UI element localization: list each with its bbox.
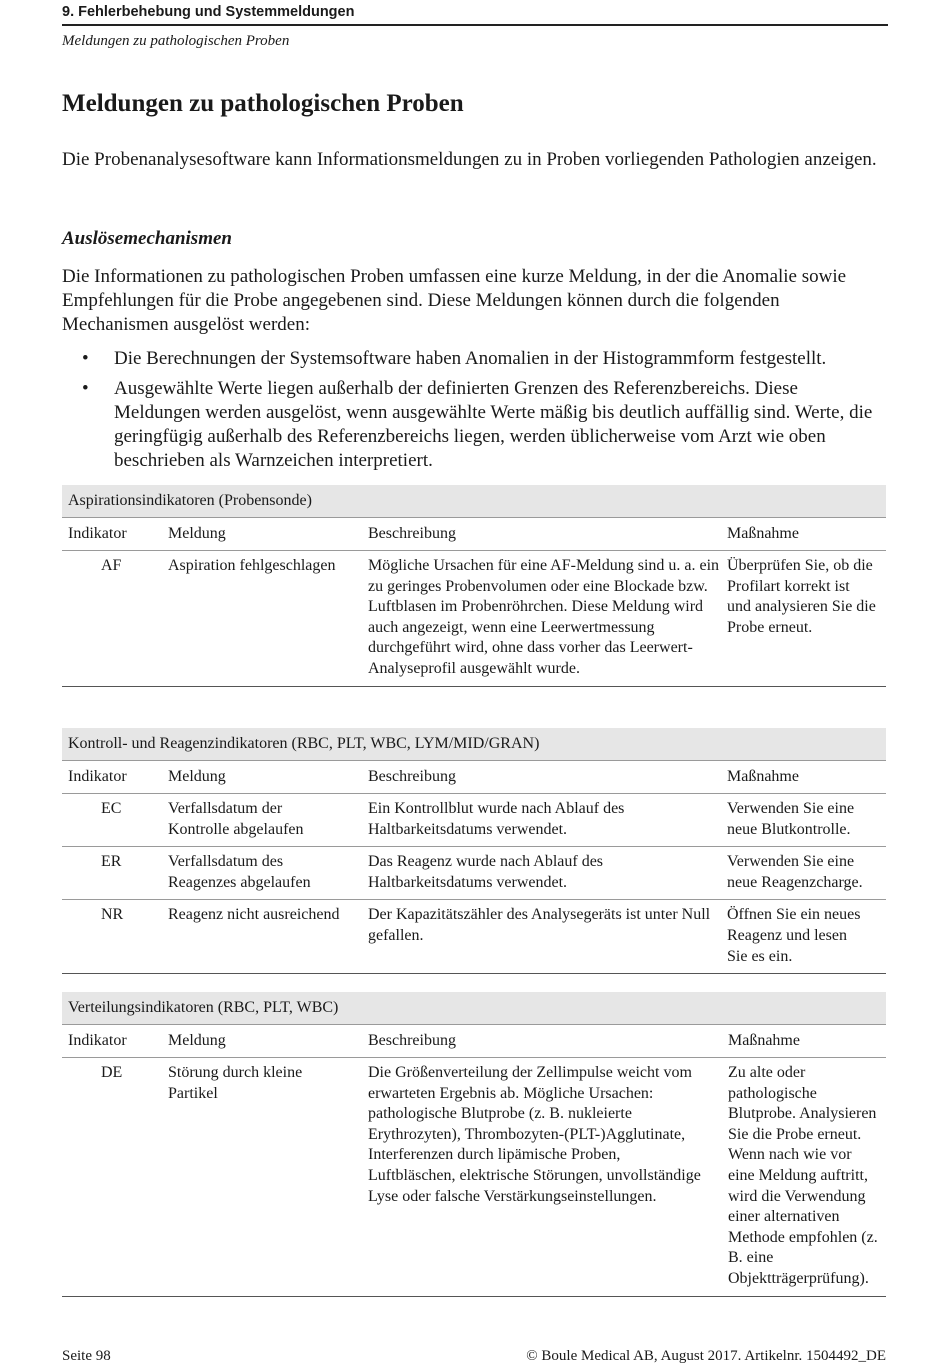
bullet-item [62, 347, 888, 371]
table-row [62, 794, 886, 847]
action-cell: Verwenden Sie eine neue Blutkontrolle. [727, 800, 855, 838]
col-header-action: Maßnahme [727, 768, 799, 785]
table-row [62, 551, 886, 687]
table-header-row [62, 1025, 886, 1058]
bullet-icon: • [82, 378, 89, 399]
body-paragraph: Die Informationen zu pathologischen Proben umfassen eine kurze Meldung, in der die Anomalie sowie Empfehlungen für die Probe angegebenen sind. Diese Meldungen können durch die folgenden Mechanismen ausgelöst werden: [62, 266, 847, 335]
message-cell: Verfallsdatum des Reagenzes abgelaufen [168, 853, 311, 891]
distribution-indicators-table [62, 992, 886, 1297]
table-caption: Verteilungsindikatoren (RBC, PLT, WBC) [62, 992, 886, 1025]
table-caption: Kontroll- und Reagenzindikatoren (RBC, PLT, WBC, LYM/MID/GRAN) [62, 728, 886, 761]
bullet-item [62, 377, 888, 473]
col-header-indicator: Indikator [68, 1032, 127, 1049]
table-caption: Aspirationsindikatoren (Probensonde) [62, 485, 886, 518]
bullet-icon: • [82, 348, 89, 369]
bullet-list [62, 347, 888, 479]
indicator-cell: EC [101, 800, 122, 817]
table-header-row [62, 761, 886, 794]
message-cell: Reagenz nicht ausreichend [168, 906, 340, 924]
message-cell: Aspiration fehlgeschlagen [168, 557, 336, 574]
subheading: Auslösemechanismen [62, 228, 232, 249]
bullet-text: Ausgewählte Werte liegen außerhalb der definierten Grenzen des Referenzbereichs. Diese Meldungen werden ausgelöst, wenn ausgewählte Werte mäßig bis deutlich auffällig sind. Werte, die geringfügig außerhalb des Referenzbereichs liegen, werden üblicherweise vom Arzt wie oben beschrieben als Warnzeichen interpretiert. [114, 378, 873, 471]
message-cell: Störung durch kleine Partikel [168, 1064, 303, 1102]
table-row [62, 1058, 886, 1297]
section-header: Meldungen zu pathologischen Proben [62, 33, 290, 49]
col-header-message: Meldung [168, 768, 226, 785]
bullet-text: Die Berechnungen der Systemsoftware haben Anomalien in der Histogrammform festgestellt. [114, 348, 827, 369]
description-cell: Das Reagenz wurde nach Ablauf des Haltbarkeitsdatums verwendet. [368, 853, 604, 891]
col-header-action: Maßnahme [728, 1032, 800, 1049]
table-row [62, 847, 886, 900]
col-header-description: Beschreibung [368, 525, 456, 542]
action-cell: Verwenden Sie eine neue Reagenzcharge. [727, 853, 863, 891]
aspiration-indicators-table [62, 485, 886, 687]
action-cell: Zu alte oder pathologische Blutprobe. Analysieren Sie die Probe erneut. Wenn nach wie vor eine Meldung auftritt, wird die Verwendung einer alternativen Methode empfohlen (z. B. eine Objektträgerprüfung). [728, 1064, 878, 1287]
description-cell: Ein Kontrollblut wurde nach Ablauf des Haltbarkeitsdatums verwendet. [368, 800, 625, 838]
indicator-cell: DE [101, 1064, 123, 1081]
chapter-header: 9. Fehlerbehebung und Systemmeldungen [62, 2, 888, 26]
control-reagent-indicators-table [62, 728, 886, 974]
indicator-cell: ER [101, 853, 122, 871]
table-row [62, 900, 886, 974]
col-header-indicator: Indikator [68, 525, 127, 542]
col-header-description: Beschreibung [368, 1032, 456, 1049]
indicator-cell: NR [101, 906, 124, 924]
copyright-notice: © Boule Medical AB, August 2017. Artikelnr. 1504492_DE [526, 1348, 886, 1364]
description-cell: Der Kapazitätszähler des Analysegeräts ist unter Null gefallen. [368, 906, 711, 944]
col-header-action: Maßnahme [727, 525, 799, 542]
table-header-row [62, 518, 886, 551]
page-title: Meldungen zu pathologischen Proben [62, 90, 464, 117]
col-header-message: Meldung [168, 1032, 226, 1049]
col-header-message: Meldung [168, 525, 226, 542]
col-header-indicator: Indikator [68, 768, 127, 785]
action-cell: Überprüfen Sie, ob die Profilart korrekt ist und analysieren Sie die Probe erneut. [727, 557, 876, 636]
intro-paragraph: Die Probenanalysesoftware kann Informationsmeldungen zu in Proben vorliegenden Pathologien anzeigen. [62, 149, 877, 170]
action-cell: Öffnen Sie ein neues Reagenz und lesen Sie es ein. [727, 906, 861, 965]
page-number: Seite 98 [62, 1348, 111, 1364]
col-header-description: Beschreibung [368, 768, 456, 785]
message-cell: Verfallsdatum der Kontrolle abgelaufen [168, 800, 304, 838]
description-cell: Die Größenverteilung der Zellimpulse weicht vom erwarteten Ergebnis ab. Mögliche Ursachen: pathologische Blutprobe (z. B. nukleierte Erythrozyten), Thrombozyten-(PLT-)Agglutinate, Interferenzen durch lipämische Proben, Luftbläschen, elektrische Störungen, unvollständige Lyse oder falsche Verstärkungseinstellungen. [368, 1064, 701, 1205]
indicator-cell: AF [101, 557, 122, 574]
description-cell: Mögliche Ursachen für eine AF-Meldung sind u. a. ein zu geringes Probenvolumen oder eine Blockade bzw. Luftblasen im Probenröhrchen. Diese Meldung wird auch angezeigt, wenn eine Leerwertmessung durchgeführt wird, ohne dass vorher das Leerwert-Analyseprofil ausgewählt wurde. [368, 557, 720, 677]
